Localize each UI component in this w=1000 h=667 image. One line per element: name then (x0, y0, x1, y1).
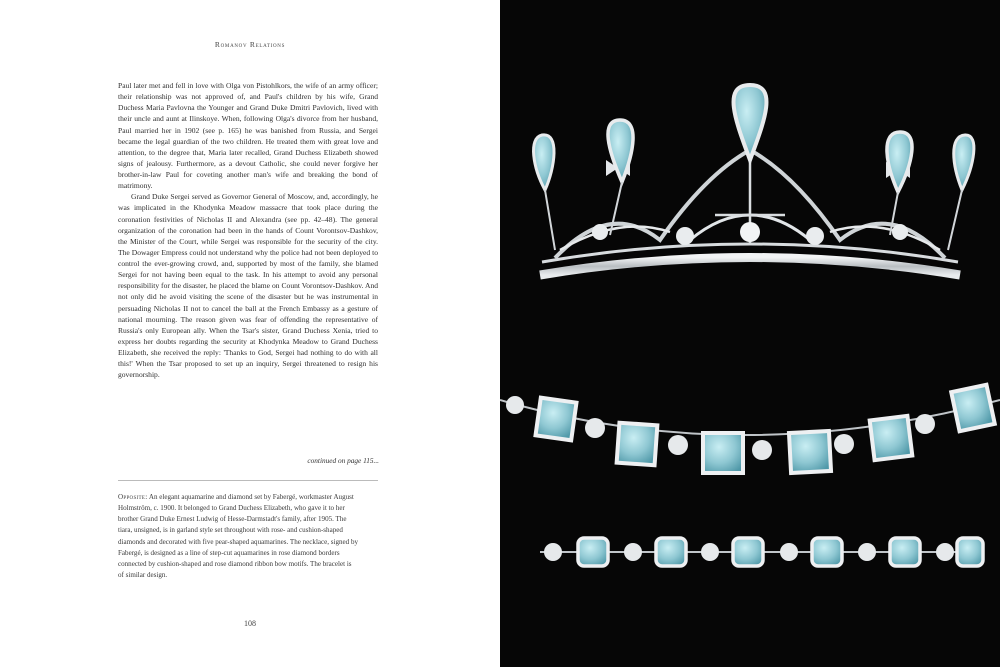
caption-divider (118, 480, 378, 481)
body-text (118, 80, 378, 380)
aquamarine-drop (887, 132, 912, 192)
tiara-band (540, 258, 960, 276)
bracelet (540, 538, 983, 566)
necklace (500, 385, 1000, 473)
running-head: Romanov Relations (214, 40, 286, 49)
rosette (806, 227, 824, 245)
rosette (892, 224, 908, 240)
caption-lead: Opposite: (118, 493, 148, 501)
paragraph-1: Paul later met and fell in love with Olga von Pistohlkors, the wife of an army officer; their relationship was not approved of, and Paul's children by his wife, Grand Duchess Maria Pavlovna the Younger and Grand Duke Dmitri Pavlovich, lived with their uncle and aunt at Ilinskoye. When, following Olga's divorce from her husband, Paul married her in 1902 (see p. 165) he was banished from Russia, and Sergei became the legal guardian of the two children. He treated them with great love and attention, to the degree that, Maria later recalled, Grand Duchess Elizabeth showed signs of jealousy. Furthermore, as a devout Catholic, she could never forgive her brother-in-law Paul for coveting another man's wife and breaking the bond of matrimony. (118, 81, 378, 191)
aquamarine-drop-center (734, 85, 767, 160)
tiara (534, 85, 974, 275)
jewelry-photo (500, 0, 1000, 667)
paragraph-2: Grand Duke Sergei served as Governor General of Moscow, and, accordingly, he was implicated in the Khodynka Meadow massacre that took place during the coronation festivities of Nicholas II and Alexandra (see pp. 42–48). The general organization of the coronation had been in the hands of Count Vorontsov-Dashkov, the Minister of the Court, while Sergei was responsible for the security of the city. The Dowager Empress could not understand why the police had not been deployed to control the ever-growing crowd, and, supported by most of the family, she blamed Sergei for not having been equal to the task. In his attempt to avoid any personal responsibility for the disaster, he placed the blame on Count Vorontsov-Dashkov. And not only did he avoid visiting the scene of the disaster but he was instrumental in persuading Nicholas II not to cancel the ball at the French Embassy as a gesture of national mourning. The reason given was fear of offending the representative of Russia's only European ally. When the Tsar's sister, Grand Duchess Xenia, tried to express her doubts regarding the security at Khodynka Meadow to Grand Duchess Elizabeth, she received the reply: 'Thanks to God, Sergei had nothing to do with all this!' When the Tsar proposed to set up an inquiry, Sergei threatened to resign his governorship. (118, 192, 378, 380)
aquamarine-drop (954, 135, 974, 190)
rosette (676, 227, 694, 245)
aquamarine-drop (534, 135, 554, 190)
caption-text: An elegant aquamarine and diamond set by Fabergé, workmaster August Holmström, c. 1900. It belonged to Grand Duchess Elizabeth, who gave it to her brother Grand Duke Ernest Ludwig of Hesse-Darmstadt's family, after 1905. The tiara, unsigned, is in garland style set throughout with rose- and cushion-shaped diamonds and decorated with five pear-shaped aquamarines. The necklace, signed by Fabergé, is designed as a line of step-cut aquamarines in rose diamond borders connected by cushion-shaped and rose diamond ribbon bow motifs. The bracelet is of similar design. (118, 493, 359, 579)
caption (118, 492, 358, 581)
rosette (592, 224, 608, 240)
continued-note: continued on page 115... (307, 456, 379, 465)
rosette (740, 222, 760, 242)
page-number: 108 (244, 619, 256, 628)
right-page-photo (500, 0, 1000, 667)
